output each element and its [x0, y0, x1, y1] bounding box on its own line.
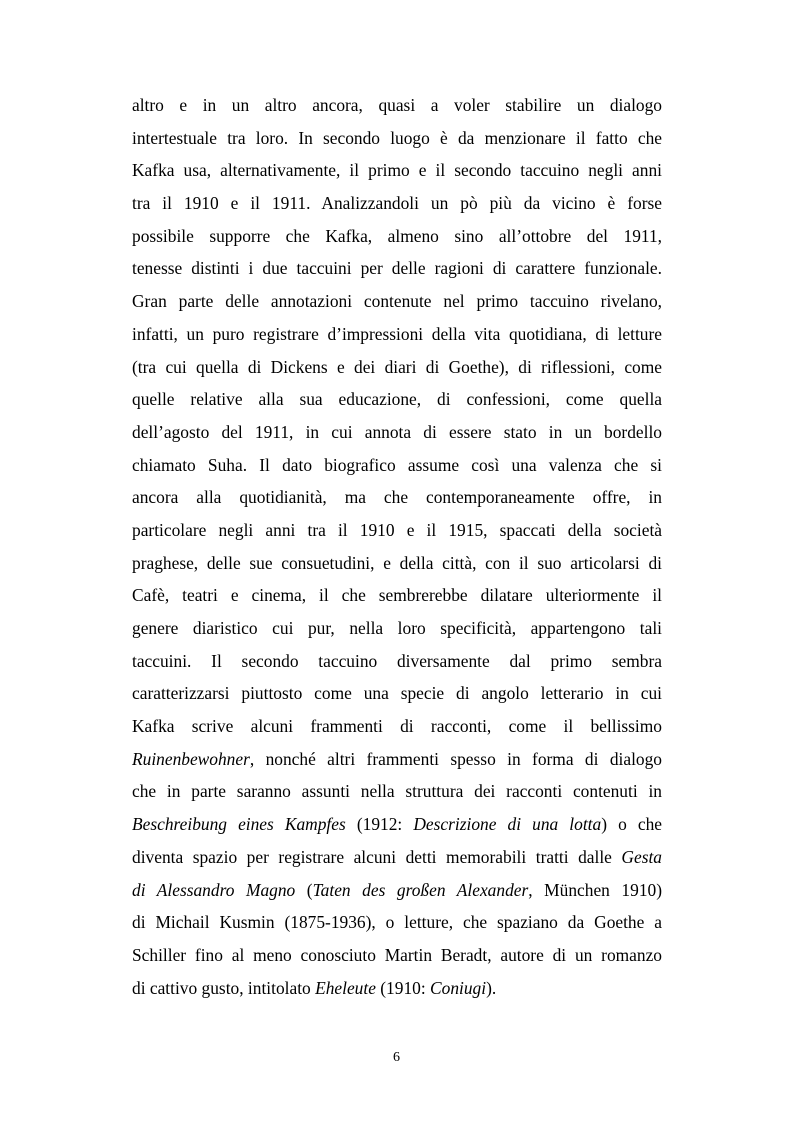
text-segment: Cafè, teatri e cinema, il che sembrerebbe dilatare ulteriormente il [132, 585, 662, 606]
text-line [132, 383, 662, 416]
body-paragraph [132, 89, 662, 1004]
text-segment: ). [486, 977, 497, 998]
text-line [132, 841, 662, 874]
text-segment: che in parte saranno assunti nella struttura dei racconti contenuti in [132, 781, 662, 802]
text-line [132, 645, 662, 678]
page-number: 6 [393, 1050, 400, 1065]
text-line [132, 481, 662, 514]
text-segment: diventa spazio per registrare alcuni detti memorabili tratti dalle [132, 846, 622, 867]
text-line [132, 677, 662, 710]
text-line [132, 318, 662, 351]
text-line [132, 906, 662, 939]
text-line [132, 220, 662, 253]
text-segment: praghese, delle sue consuetudini, e della città, con il suo articolarsi di [132, 552, 662, 573]
text-segment: , München 1910) [528, 879, 662, 900]
text-line [132, 514, 662, 547]
text-segment: (1912: [345, 814, 414, 835]
text-segment: Gran parte delle annotazioni contenute nel primo taccuino rivelano, [132, 291, 662, 312]
text-line [132, 579, 662, 612]
italic-title-text: Coniugi [430, 977, 487, 998]
text-segment: altro e in un altro ancora, quasi a voler stabilire un dialogo [132, 95, 662, 115]
text-line [132, 775, 662, 808]
text-segment: ancora alla quotidianità, ma che contemporaneamente offre, in [132, 487, 662, 508]
text-segment: , nonché altri frammenti spesso in forma di dialogo [249, 748, 662, 769]
text-segment: tenesse distinti i due taccuini per delle ragioni di carattere funzionale. [132, 258, 662, 279]
text-segment: di cattivo gusto, intitolato [132, 977, 316, 998]
text-segment: (tra cui quella di Dickens e dei diari di Goethe), di riflessioni, come [132, 356, 662, 377]
text-segment: ) o che [601, 814, 662, 835]
text-line [132, 252, 662, 285]
text-segment: genere diaristico cui pur, nella loro specificità, appartengono tali [132, 618, 662, 638]
italic-title-text: Beschreibung eines Kampfes [132, 814, 346, 835]
text-segment: dell’agosto del 1911, in cui annota di essere stato in un bordello [132, 421, 662, 442]
text-segment: infatti, un puro registrare d’impressioni della vita quotidiana, di letture [132, 323, 662, 344]
text-segment: particolare negli anni tra il 1910 e il 1915, spaccati della società [132, 519, 662, 540]
text-segment: caratterizzarsi piuttosto come una specie di angolo letterario in cui [132, 683, 662, 704]
text-line [132, 939, 662, 972]
text-line [132, 351, 662, 384]
text-segment: chiamato Suha. Il dato biografico assume così una valenza che si [132, 454, 662, 475]
text-line [132, 710, 662, 743]
text-segment: (1910: [375, 977, 431, 998]
text-line [132, 449, 662, 482]
italic-title-text: Taten des großen Alexander [312, 879, 529, 900]
text-line [132, 187, 662, 220]
italic-title-text: Eheleute [315, 977, 376, 998]
text-segment: Schiller fino al meno conosciuto Martin Beradt, autore di un romanzo [132, 944, 662, 965]
italic-title-text: Descrizione di una lotta [413, 814, 602, 835]
text-line [132, 154, 662, 187]
text-segment: taccuini. Il secondo taccuino diversamente dal primo sembra [132, 650, 662, 671]
text-line [132, 547, 662, 580]
text-line [132, 743, 662, 776]
text-segment: di Michail Kusmin (1875-1936), o letture, che spaziano da Goethe a [132, 912, 662, 933]
italic-title-text: Gesta [621, 846, 662, 867]
text-line [132, 285, 662, 318]
text-line [132, 89, 662, 122]
text-segment: Kafka usa, alternativamente, il primo e il secondo taccuino negli anni [132, 160, 662, 181]
text-segment: ( [295, 879, 313, 900]
text-line [132, 874, 662, 907]
text-segment: possibile supporre che Kafka, almeno sino all’ottobre del 1911, [132, 225, 662, 246]
italic-title-text: Ruinenbewohner [132, 748, 250, 769]
text-line [132, 808, 662, 841]
text-line [132, 416, 662, 449]
italic-title-text: di Alessandro Magno [132, 879, 296, 900]
text-segment: Kafka scrive alcuni frammenti di racconti, come il bellissimo [132, 716, 662, 737]
text-line [132, 972, 662, 1005]
text-segment: intertestuale tra loro. In secondo luogo è da menzionare il fatto che [132, 127, 662, 148]
text-segment: tra il 1910 e il 1911. Analizzandoli un pò più da vicino è forse [132, 193, 662, 214]
text-line [132, 122, 662, 155]
text-segment: quelle relative alla sua educazione, di confessioni, come quella [132, 389, 662, 410]
text-line [132, 612, 662, 645]
